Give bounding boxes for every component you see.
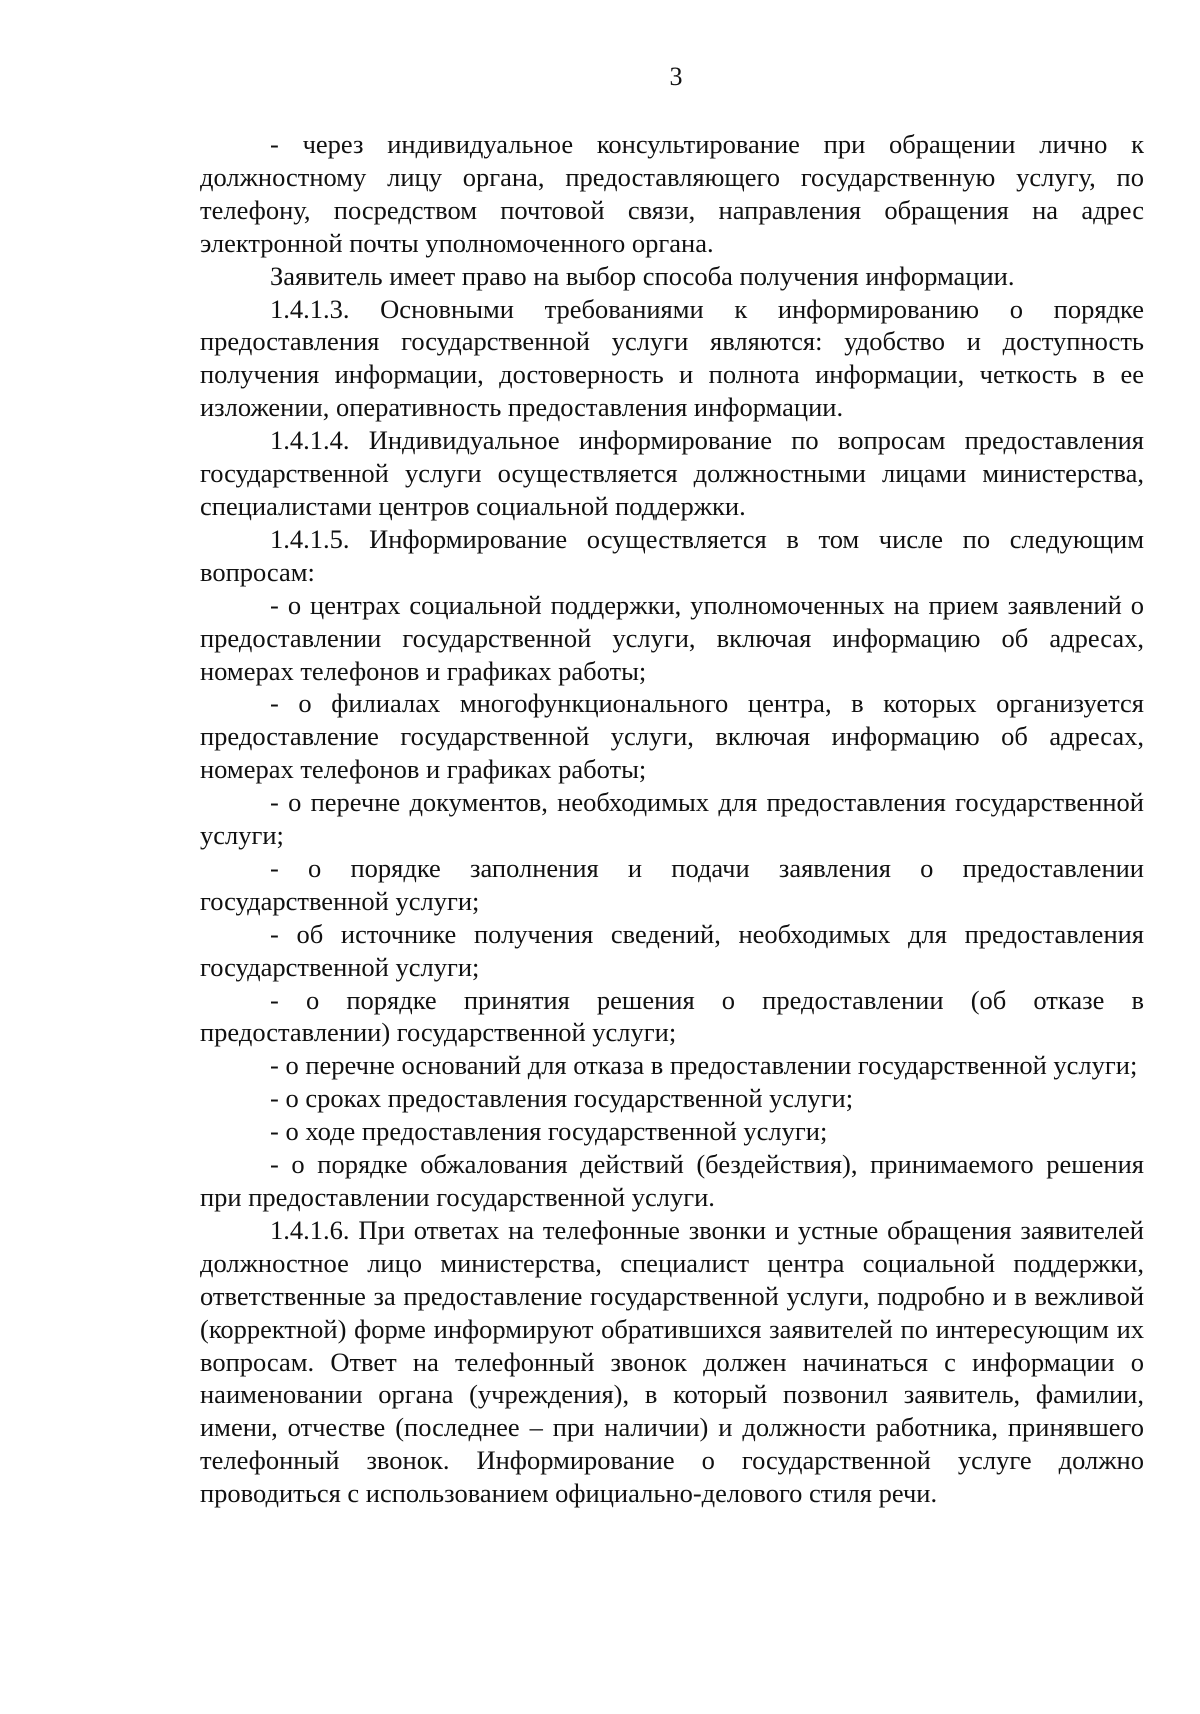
list-item-appeal-procedure: - о порядке обжалования действий (бездействия), принимаемого решения при предоставлении государственной услуги.: [200, 1149, 1144, 1212]
list-item-decision-procedure: - о порядке принятия решения о предоставлении (об отказе в предоставлении) государственной услуги;: [200, 984, 1144, 1048]
paragraph-applicant-right: Заявитель имеет право на выбор способа получения информации.: [270, 260, 1015, 291]
paragraph-1-4-1-6: 1.4.1.6. При ответах на телефонные звонки и устные обращения заявителей должностное лицо министерства, специалист центра социальной поддержки, ответственные за предоставление государственной услуги, подробно и в вежливой (корректной) форме информируют обратившихся заявителей по интересующим их вопросам. Ответ на телефонный звонок должен начинаться с информации о наименовании органа (учреждения), в который позвонил заявитель, фамилии, имени, отчестве (последнее – при наличии) и должности работника, принявшего телефонный звонок. Информирование о государственной услуге должно проводиться с использованием официально-делового стиля речи.: [200, 1214, 1144, 1509]
list-item-mfc-branches: - о филиалах многофункционального центра, в которых организуется предоставление государственной услуги, включая информацию об адресах, номерах телефонов и графиках работы;: [200, 688, 1144, 785]
list-item-documents-list: - о перечне документов, необходимых для предоставления государственной услуги;: [200, 787, 1144, 851]
paragraph-1-4-1-3: 1.4.1.3. Основными требованиями к информированию о порядке предоставления государственной услуги являются: удобство и доступность получения информации, достоверность и полнота информации, четкость в ее изложении, оперативность предоставления информации.: [200, 293, 1144, 423]
list-item-information-source: - об источнике получения сведений, необходимых для предоставления государственной услуги;: [200, 918, 1144, 982]
list-item-application-procedure: - о порядке заполнения и подачи заявления о предоставлении государственной услуги;: [200, 852, 1144, 916]
list-item-service-terms: - о сроках предоставления государственной услуги;: [270, 1083, 854, 1114]
list-item-service-progress: - о ходе предоставления государственной услуги;: [270, 1116, 828, 1147]
document-body: [200, 128, 1144, 1510]
paragraph-consultation-methods: - через индивидуальное консультирование при обращении лично к должностному лицу органа, предоставляющего государственную услугу, по телефону, посредством почтовой связи, направления обращения на адрес электронной почты уполномоченного органа.: [200, 129, 1144, 258]
page-number: 3: [669, 62, 683, 91]
paragraph-1-4-1-5: 1.4.1.5. Информирование осуществляется в том числе по следующим вопросам:: [200, 523, 1144, 587]
paragraph-1-4-1-4: 1.4.1.4. Индивидуальное информирование по вопросам предоставления государственной услуги осуществляется должностными лицами министерства, специалистами центров социальной поддержки.: [200, 425, 1144, 521]
list-item-social-support-centers: - о центрах социальной поддержки, уполномоченных на прием заявлений о предоставлении государственной услуги, включая информацию об адресах, номерах телефонов и графиках работы;: [200, 589, 1144, 686]
list-item-refusal-grounds: - о перечне оснований для отказа в предоставлении государственной услуги;: [270, 1050, 1138, 1081]
